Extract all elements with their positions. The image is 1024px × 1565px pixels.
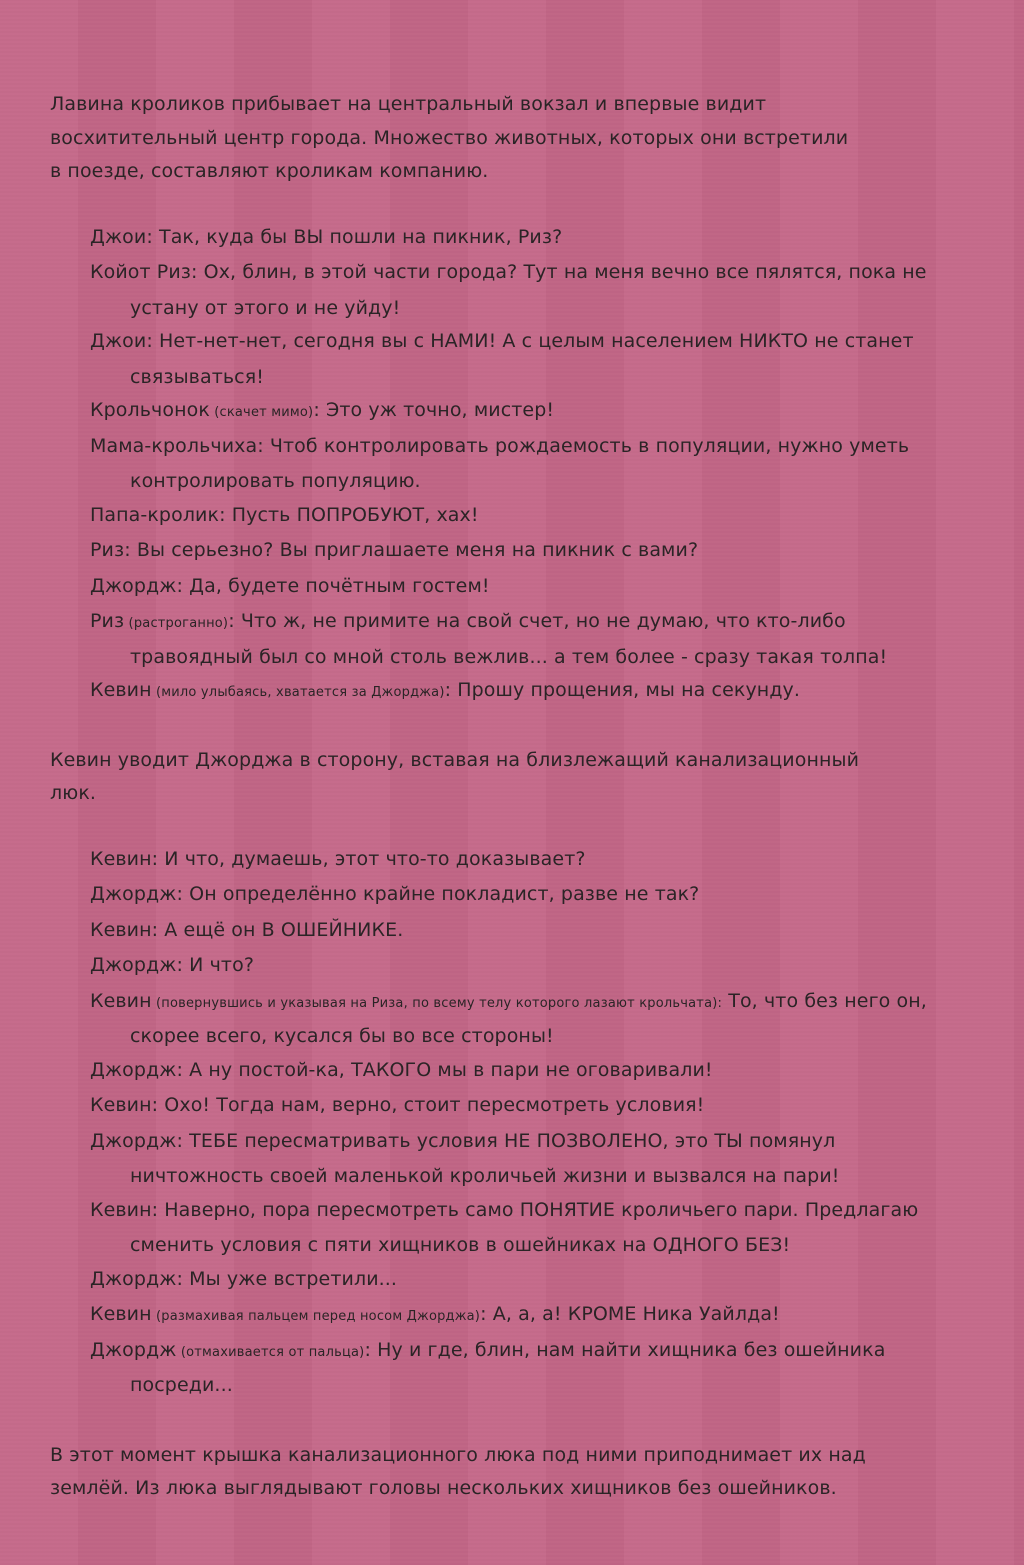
line-text: Да, будете почётным гостем! [183,574,490,597]
dialogue-line [90,985,970,1054]
line-text: И что, думаешь, этот что-то доказывает? [158,847,586,870]
speaker-name: Папа-кролик: [90,503,226,526]
dialogue-line [90,1194,970,1263]
dialogue-line [90,256,970,325]
narration-line: восхитительный центр города. Множество животных, которых они встретили [50,126,849,149]
narration-line: люк. [50,782,97,804]
speaker-name: Кевин: [90,1094,159,1116]
speaker-name: Джордж: [90,954,184,976]
speaker-name: Кевин: [90,918,159,941]
dialogue-line [90,1089,970,1125]
dialogue-line [90,878,970,914]
speaker-name: Кевин [90,1303,152,1325]
line-text: Чтоб контролировать рождаемость в популяции, нужно уметь контролировать популяцию. [130,434,910,492]
dialogue-line [90,674,970,710]
stage-direction: (растроганно) [124,616,229,631]
dialogue-line [90,499,970,535]
line-text: Он определённо крайне покладист, разве не так? [183,883,700,905]
narration-line: В этот момент крышка канализационного люка под ними приподнимает их над [50,1443,866,1466]
line-text: : Прошу прощения, мы на секунду. [444,679,801,701]
dialogue-line [90,394,970,430]
stage-direction: (скачет мимо) [209,405,314,420]
speaker-name: Риз [90,610,125,632]
speaker-name: Джордж [90,1338,177,1361]
dialogue-line [90,430,970,499]
stage-direction: (размахивая пальцем перед носом Джорджа) [151,1309,481,1324]
speaker-name: Койот Риз: [90,261,198,283]
line-text: ТЕБЕ пересматривать условия НЕ ПОЗВОЛЕНО, это ТЫ помянул ничтожность своей маленькой кроличьей жизни и вызвался на пари! [130,1129,840,1187]
line-text: : Что ж, не примите на свой счет, но не думаю, что кто-либо травоядный был со мной столь вежлив... а тем более - сразу такая толпа! [130,610,888,668]
dialogue-line [90,605,970,674]
speaker-name: Джордж: [90,1129,184,1152]
narration-line: Лавина кроликов прибывает на центральный вокзал и впервые видит [50,93,767,115]
line-text: Охо! Тогда нам, верно, стоит пересмотреть условия! [158,1094,705,1116]
speaker-name: Крольчонок [90,399,210,421]
dialogue-block-1 [50,221,970,710]
dialogue-line [90,1334,970,1403]
speaker-name: Кевин [90,989,152,1012]
line-text: То, что без него он, скорее всего, кусался бы во все стороны! [130,989,927,1047]
speaker-name: Джордж: [90,574,184,597]
line-text: А ну постой-ка, ТАКОГО мы в пари не оговаривали! [183,1058,713,1081]
narration-outro [50,1439,970,1506]
dialogue-line [90,1298,970,1334]
speaker-name: Джои: [90,330,153,352]
line-text: Так, куда бы ВЫ пошли на пикник, Риз? [152,225,563,248]
stage-direction: (повернувшись и указывая на Риза, по всему телу которого лазают крольчата): [151,995,723,1011]
narration-line: землёй. Из люка выглядывают головы нескольких хищников без ошейников. [50,1477,837,1499]
dialogue-line [90,914,970,950]
narration-middle [50,744,970,811]
line-text: Наверно, пора пересмотреть само ПОНЯТИЕ кроличьего пари. Предлагаю сменить условия с пяти хищников в ошейниках на ОДНОГО БЕЗ! [130,1198,919,1256]
speaker-name: Джои: [90,225,153,248]
line-text: И что? [183,954,255,976]
line-text: Пусть ПОПРОБУЮТ, хах! [225,503,479,526]
page-content [50,88,970,1506]
line-text: Ох, блин, в этой части города? Тут на меня вечно все пялятся, пока не устану от этого и не уйду! [130,261,927,319]
dialogue-line [90,325,970,394]
dialogue-line [90,221,970,257]
dialogue-line [90,1125,970,1194]
speaker-name: Джордж: [90,883,184,905]
speaker-name: Кевин: [90,1198,159,1221]
narration-line: Кевин уводит Джорджа в сторону, вставая на близлежащий канализационный [50,748,860,771]
dialogue-line [90,1054,970,1090]
dialogue-line [90,949,970,985]
line-text: : Ну и где, блин, нам найти хищника без ошейника посреди... [130,1338,886,1396]
dialogue-line [90,570,970,606]
speaker-name: Мама-крольчиха: [90,434,264,457]
speaker-name: Риз: [90,539,131,561]
speaker-name: Кевин: [90,847,159,870]
stage-direction: (мило улыбаясь, хватается за Джорджа) [151,685,445,700]
speaker-name: Кевин [90,679,152,701]
narration-line: в поезде, составляют кроликам компанию. [50,160,489,182]
line-text: Нет-нет-нет, сегодня вы с НАМИ! А с целым населением НИКТО не станет связываться! [130,330,914,388]
line-text: А ещё он В ОШЕЙНИКЕ. [158,918,404,941]
line-text: : А, а, а! КРОМЕ Ника Уайлда! [480,1303,780,1325]
line-text: : Это уж точно, мистер! [313,399,555,421]
line-text: Вы серьезно? Вы приглашаете меня на пикник с вами? [130,539,699,561]
narration-intro [50,88,970,189]
speaker-name: Джордж: [90,1267,184,1290]
dialogue-block-2 [50,843,970,1403]
line-text: Мы уже встретили... [183,1267,398,1290]
dialogue-line [90,534,970,570]
stage-direction: (отмахивается от пальца) [176,1344,365,1360]
speaker-name: Джордж: [90,1058,184,1081]
dialogue-line [90,843,970,879]
dialogue-line [90,1263,970,1299]
